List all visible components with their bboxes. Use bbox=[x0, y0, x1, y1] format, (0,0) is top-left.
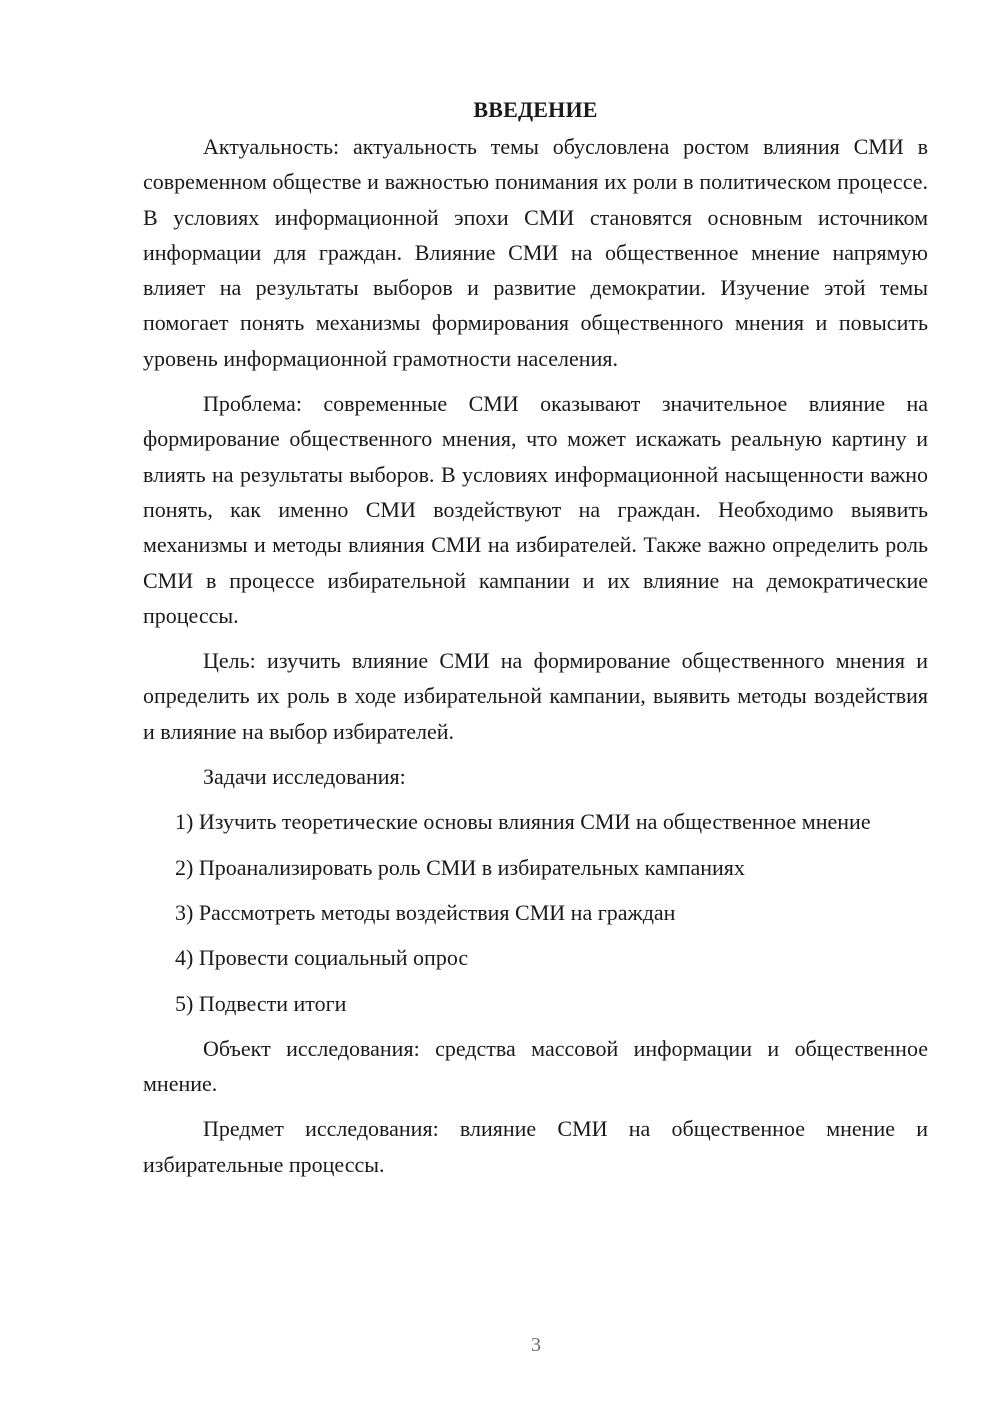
paragraph-problem: Проблема: современные СМИ оказывают значительное влияние на формирование общественного мнения, что может искажать реальную картину и влиять на результаты выборов. В условиях информационной насыщенности важно понять, как именно СМИ воздействуют на граждан. Необходимо выявить механизмы и методы влияния СМИ на избирателей. Также важно определить роль СМИ в процессе избирательной кампании и их влияние на демократические процессы. bbox=[143, 391, 928, 628]
task-item-3: 3) Рассмотреть методы воздействия СМИ на граждан bbox=[175, 899, 676, 925]
tasks-label: Задачи исследования: bbox=[203, 764, 406, 790]
paragraph-relevance: Актуальность: актуальность темы обусловлена ростом влияния СМИ в современном обществе и важностью понимания их роли в политическом процессе. В условиях информационной эпохи СМИ становятся основным источником информации для граждан. Влияние СМИ на общественное мнение напрямую влияет на результаты выборов и развитие демократии. Изучение этой темы помогает понять механизмы формирования общественного мнения и повысить уровень информационной грамотности населения. bbox=[143, 134, 928, 371]
task-item-4: 4) Провести социальный опрос bbox=[175, 945, 469, 971]
section-heading: ВВЕДЕНИЕ bbox=[473, 97, 598, 122]
task-item-2: 2) Проанализировать роль СМИ в избирательных кампаниях bbox=[175, 854, 745, 880]
task-item-5: 5) Подвести итоги bbox=[175, 990, 347, 1016]
task-list bbox=[143, 804, 928, 1020]
paragraph-goal: Цель: изучить влияние СМИ на формирование общественного мнения и определить их роль в ходе избирательной кампании, выявить методы воздействия и влияние на выбор избирателей. bbox=[143, 648, 928, 744]
paragraph-subject: Предмет исследования: влияние СМИ на общественное мнение и избирательные процессы. bbox=[143, 1116, 928, 1177]
document-page bbox=[143, 92, 928, 1182]
paragraph-object: Объект исследования: средства массовой информации и общественное мнение. bbox=[143, 1035, 928, 1097]
page-number: 3 bbox=[531, 1334, 541, 1356]
task-item-1: 1) Изучить теоретические основы влияния СМИ на общественное мнение bbox=[175, 809, 871, 835]
